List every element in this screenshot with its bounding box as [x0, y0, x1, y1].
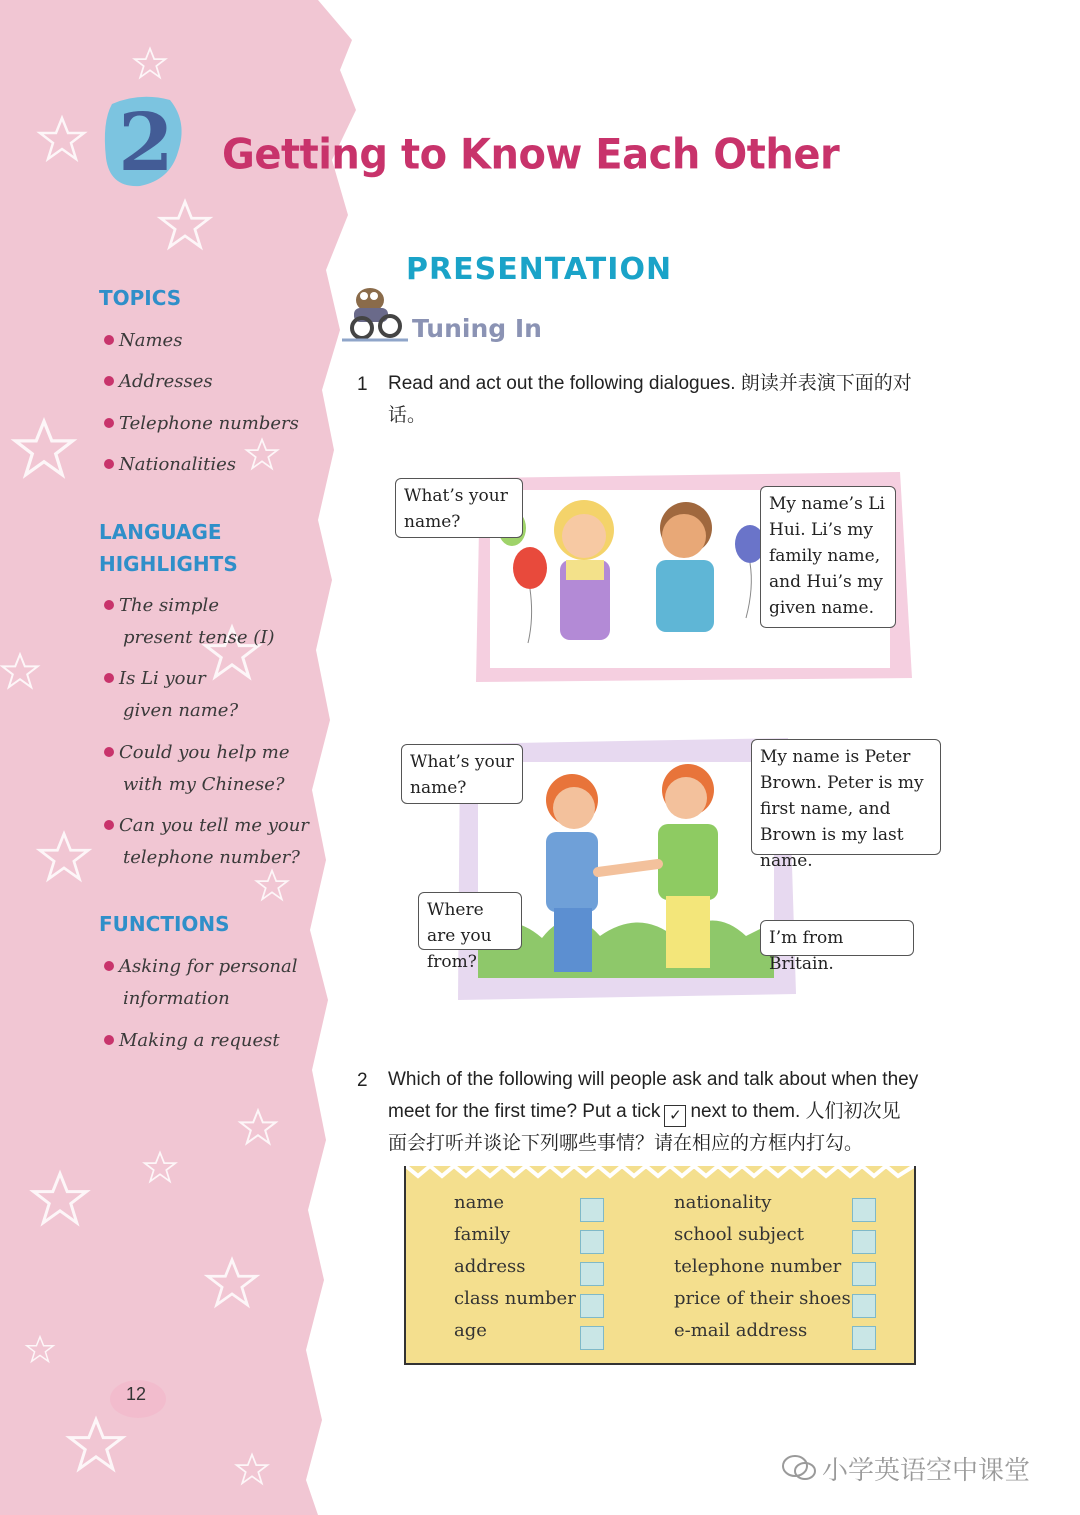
speech-bubble: What’s your name? [401, 744, 523, 804]
speech-bubble: My name’s Li Hui. Li’s my family name, and Hui’s my given name. [760, 486, 896, 628]
checklist-label: price of their shoes [674, 1288, 851, 1309]
unit-number-badge [100, 92, 190, 192]
bullet-icon [104, 418, 114, 428]
language-heading: LANGUAGE [99, 520, 222, 544]
checkbox[interactable] [852, 1230, 876, 1254]
language-item: The simple present tense (I) [104, 590, 324, 654]
torn-edge [406, 1164, 914, 1182]
wechat-icon [782, 1454, 816, 1482]
highlights-heading: HIGHLIGHTS [99, 552, 238, 576]
bullet-icon [104, 1035, 114, 1045]
checklist-label: age [454, 1320, 487, 1341]
checkbox[interactable] [852, 1262, 876, 1286]
unit-number: 2 [118, 95, 174, 189]
topic-item: Addresses [104, 366, 324, 398]
bullet-icon [104, 459, 114, 469]
checkbox[interactable] [852, 1326, 876, 1350]
watermark: 小学英语空中课堂 [782, 1450, 1030, 1487]
tuning-in-subheading: Tuning In [412, 314, 542, 343]
question-number: 1 [357, 374, 368, 395]
language-item: Is Li your given name? [104, 663, 324, 727]
page-number: 12 [126, 1384, 147, 1404]
checklist-label: school subject [674, 1224, 804, 1245]
bullet-icon [104, 335, 114, 345]
checkbox[interactable] [580, 1294, 604, 1318]
checkbox[interactable] [852, 1294, 876, 1318]
functions-heading: FUNCTIONS [99, 912, 230, 936]
checklist-panel [404, 1166, 916, 1365]
checklist-label: family [454, 1224, 511, 1245]
question-text: Read and act out the following dialogues. 朗读并表演下面的对 话。 [388, 373, 912, 426]
bullet-icon [104, 600, 114, 610]
bullet-icon [104, 820, 114, 830]
checklist-label: nationality [674, 1192, 772, 1213]
speech-bubble: My name is Peter Brown. Peter is my first name, and Brown is my last name. [751, 739, 941, 855]
question-number: 2 [357, 1070, 368, 1091]
tick-icon: ✓ [664, 1105, 686, 1127]
topic-item: Nationalities [104, 449, 324, 481]
checkbox[interactable] [580, 1230, 604, 1254]
function-item: Asking for personal information [104, 951, 324, 1015]
topics-heading: TOPICS [99, 286, 182, 310]
unit-title: Getting to Know Each Other [222, 130, 840, 180]
bullet-icon [104, 961, 114, 971]
topic-item: Names [104, 325, 324, 357]
presentation-heading: PRESENTATION [406, 252, 673, 287]
speech-bubble: I’m from Britain. [760, 920, 914, 956]
bullet-icon [104, 747, 114, 757]
checklist-label: e-mail address [674, 1320, 808, 1341]
topic-item: Telephone numbers [104, 408, 324, 440]
checklist-label: name [454, 1192, 505, 1213]
function-item: Making a request [104, 1025, 324, 1057]
checkbox[interactable] [580, 1198, 604, 1222]
checklist-label: class number [454, 1288, 576, 1309]
speech-bubble: Where are you from? [418, 892, 522, 950]
bullet-icon [104, 376, 114, 386]
language-item: Can you tell me your telephone number? [104, 810, 324, 874]
checkbox[interactable] [580, 1326, 604, 1350]
speech-bubble: What’s your name? [395, 478, 523, 538]
mascot-icon [340, 278, 412, 344]
question-text: Which of the following will people ask and talk about when they meet for the first time? Put a tick ✓ next to them. 人们初次见 面会打听并谈论下列哪些事情？请在相应的方框内打勾。 [388, 1069, 919, 1154]
checkbox[interactable] [852, 1198, 876, 1222]
language-item: Could you help me with my Chinese? [104, 737, 324, 801]
checklist-label: address [454, 1256, 526, 1277]
checklist-label: telephone number [674, 1256, 842, 1277]
checkbox[interactable] [580, 1262, 604, 1286]
bullet-icon [104, 673, 114, 683]
